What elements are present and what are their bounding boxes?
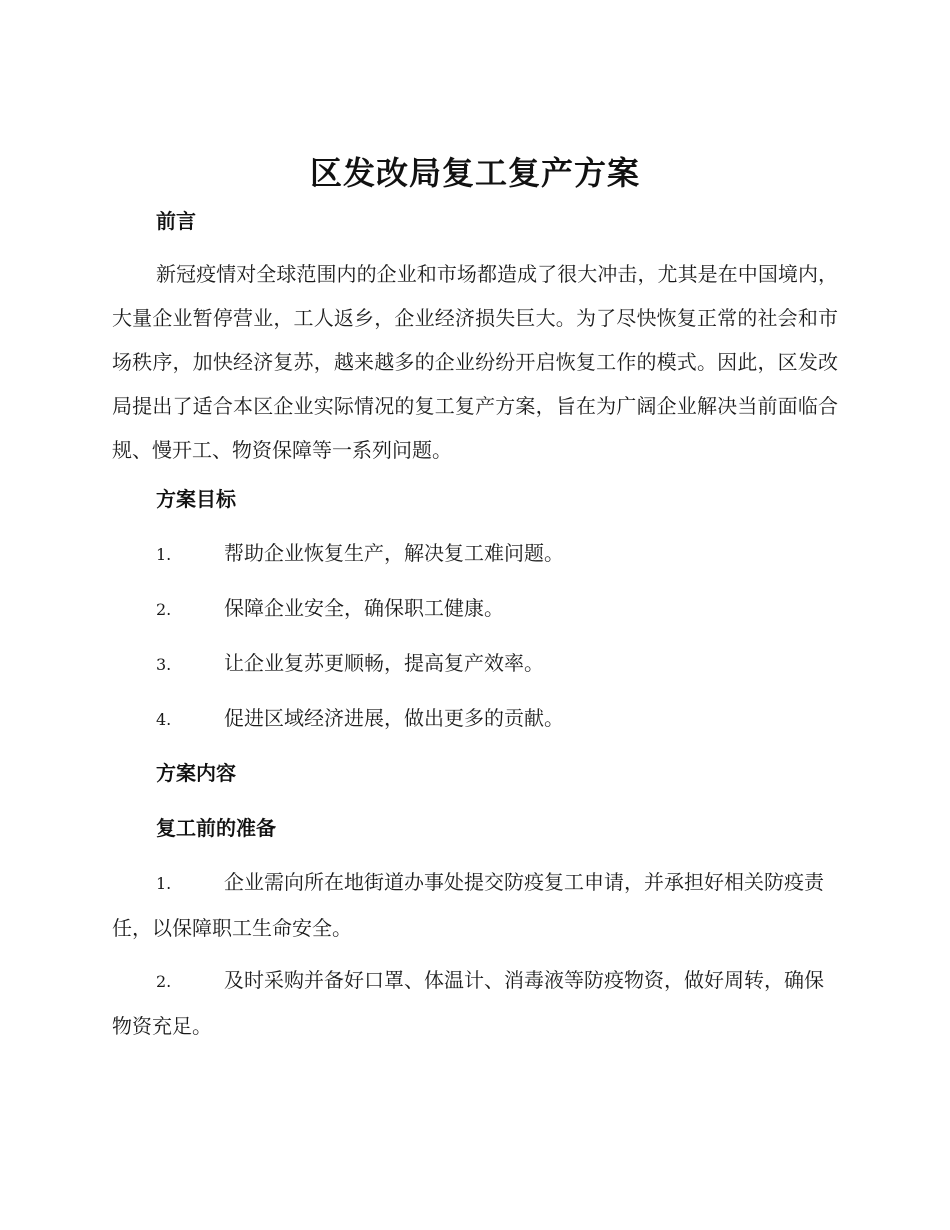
prep-heading: 复工前的准备 xyxy=(156,816,276,840)
goal-item-4 xyxy=(112,696,838,742)
list-number: 1. xyxy=(156,874,172,893)
list-number: 2. xyxy=(156,600,172,619)
goal-item-3 xyxy=(112,641,838,687)
goal-item-2 xyxy=(112,586,838,632)
list-number: 3. xyxy=(156,655,172,674)
prep-item-1 xyxy=(112,860,838,950)
content-heading: 方案内容 xyxy=(156,761,236,785)
list-item-text: 让企业复苏更顺畅，提高复产效率。 xyxy=(224,651,544,675)
list-number: 4. xyxy=(156,710,172,729)
preface-heading: 前言 xyxy=(156,209,196,233)
goal-item-1 xyxy=(112,531,838,577)
goals-heading: 方案目标 xyxy=(156,487,236,511)
prep-item-2 xyxy=(112,958,838,1048)
preface-paragraph: 新冠疫情对全球范围内的企业和市场都造成了很大冲击，尤其是在中国境内，大量企业暂停营业，工人返乡，企业经济损失巨大。为了尽快恢复正常的社会和市场秩序，加快经济复苏，越来越多的企业纷纷开启恢复工作的模式。因此，区发改局提出了适合本区企业实际情况的复工复产方案，旨在为广阔企业解决当前面临合规、慢开工、物资保障等一系列问题。 xyxy=(112,262,838,462)
list-item-text: 企业需向所在地街道办事处提交防疫复工申请，并承担好相关防疫责任，以保障职工生命安全。 xyxy=(112,870,824,940)
list-item-text: 及时采购并备好口罩、体温计、消毒液等防疫物资，做好周转，确保物资充足。 xyxy=(112,968,824,1038)
list-number: 2. xyxy=(156,972,172,991)
document-title: 区发改局复工复产方案 xyxy=(309,154,640,192)
list-item-text: 促进区域经济进展，做出更多的贡献。 xyxy=(224,706,564,730)
list-item-text: 帮助企业恢复生产，解决复工难问题。 xyxy=(224,541,564,565)
list-number: 1. xyxy=(156,545,172,564)
list-item-text: 保障企业安全，确保职工健康。 xyxy=(224,596,504,620)
